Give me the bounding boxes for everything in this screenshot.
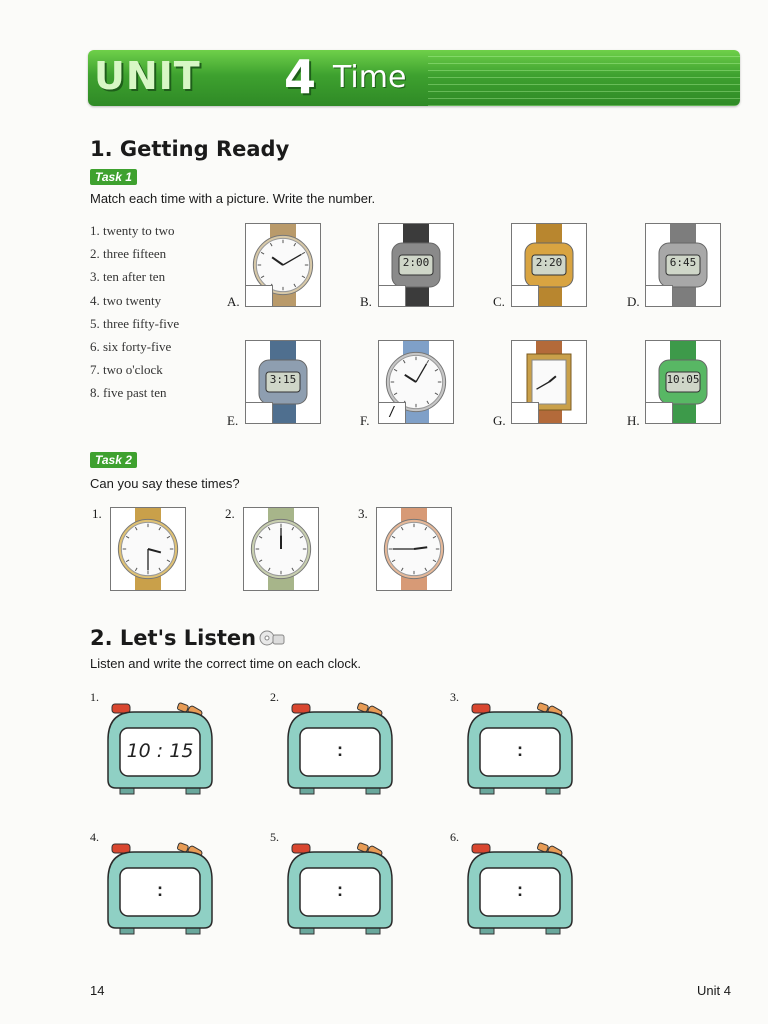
clock-number: 4. (90, 830, 99, 844)
task-1-time-list (90, 223, 179, 409)
alarm-clock (104, 840, 216, 940)
time-phrase-item: 3. ten after ten (90, 269, 166, 285)
picture-letter: H. (627, 413, 640, 428)
task-1-instruction: Match each time with a picture. Write the number. (90, 191, 376, 206)
clock-number: 6. (450, 830, 459, 844)
task-1-badge: Task 1 (90, 169, 137, 185)
digital-watch-display: 6:45 (669, 256, 697, 269)
unit-number: 4 (284, 50, 317, 104)
task-2-watch-picture (243, 507, 319, 591)
alarm-clock (284, 840, 396, 940)
clock-number: 3. (450, 690, 459, 704)
time-phrase-item: 4. two twenty (90, 292, 162, 308)
section-2-heading-row (90, 624, 285, 651)
clock-display[interactable]: : (337, 880, 343, 900)
answer-box[interactable]: / (379, 402, 406, 423)
watch-picture (511, 223, 587, 307)
answer-box[interactable] (646, 285, 673, 306)
answer-box[interactable] (512, 285, 539, 306)
picture-letter: G. (493, 413, 506, 428)
watch-picture (245, 223, 321, 307)
answer-box[interactable] (512, 402, 539, 423)
time-phrase-item: 8. five past ten (90, 385, 167, 401)
footer-unit-label: Unit 4 (697, 983, 731, 998)
clock-display[interactable]: 10 : 15 (126, 740, 194, 762)
task-2-watch-picture (110, 507, 186, 591)
task-2-item-number: 1. (92, 506, 102, 521)
watch-illustration (244, 508, 318, 590)
clock-number: 5. (270, 830, 279, 844)
digital-watch-display: 3:15 (269, 373, 297, 386)
time-phrase-item: 7. two o'clock (90, 362, 163, 378)
time-phrase-item: 2. three fifteen (90, 246, 167, 262)
watch-illustration (111, 508, 185, 590)
clock-number: 1. (90, 690, 99, 704)
task-2-item-number: 3. (358, 506, 368, 521)
task-2-badge: Task 2 (90, 452, 137, 468)
unit-banner (88, 50, 740, 106)
section-1-heading: 1. Getting Ready (90, 137, 290, 161)
answer-box[interactable] (646, 402, 673, 423)
task-2-item-number: 2. (225, 506, 235, 521)
page-number: 14 (90, 983, 105, 998)
picture-letter: E. (227, 413, 239, 428)
watch-picture (645, 340, 721, 424)
unit-title: Time (333, 60, 407, 95)
alarm-clock (104, 700, 216, 800)
watch-picture (645, 223, 721, 307)
digital-watch-display: 2:00 (402, 256, 430, 269)
clock-display[interactable]: : (337, 740, 343, 760)
watch-picture (378, 340, 454, 424)
answer-box[interactable] (379, 285, 406, 306)
clock-number: 2. (270, 690, 279, 704)
alarm-clock (284, 700, 396, 800)
banner-stripes (428, 50, 740, 106)
watch-picture (511, 340, 587, 424)
watch-picture (378, 223, 454, 307)
time-phrase-item: 5. three fifty-five (90, 315, 180, 331)
answer-box[interactable] (246, 402, 273, 423)
picture-letter: C. (493, 294, 505, 309)
watch-illustration (377, 508, 451, 590)
task-2-watch-picture (376, 507, 452, 591)
answer-box[interactable] (246, 285, 273, 306)
digital-watch-display: 10:05 (666, 373, 700, 386)
clock-display[interactable]: : (517, 740, 523, 760)
time-phrase-item: 6. six forty-five (90, 338, 172, 354)
time-phrase-item: 1. twenty to two (90, 223, 175, 238)
cd-icon (259, 630, 285, 651)
watch-picture (245, 340, 321, 424)
alarm-clock (464, 840, 576, 940)
digital-watch-display: 2:20 (535, 256, 563, 269)
section-2-heading: 2. Let's Listen (90, 625, 257, 650)
picture-letter: A. (227, 294, 240, 309)
picture-letter: B. (360, 294, 372, 309)
alarm-clock (464, 700, 576, 800)
clock-display[interactable]: : (517, 880, 523, 900)
picture-letter: D. (627, 294, 640, 309)
clock-display[interactable]: : (157, 880, 163, 900)
task-2-instruction: Can you say these times? (90, 476, 240, 491)
section-2-instruction: Listen and write the correct time on each clock. (90, 656, 361, 671)
unit-label: UNIT (94, 54, 201, 98)
picture-letter: F. (360, 413, 370, 428)
